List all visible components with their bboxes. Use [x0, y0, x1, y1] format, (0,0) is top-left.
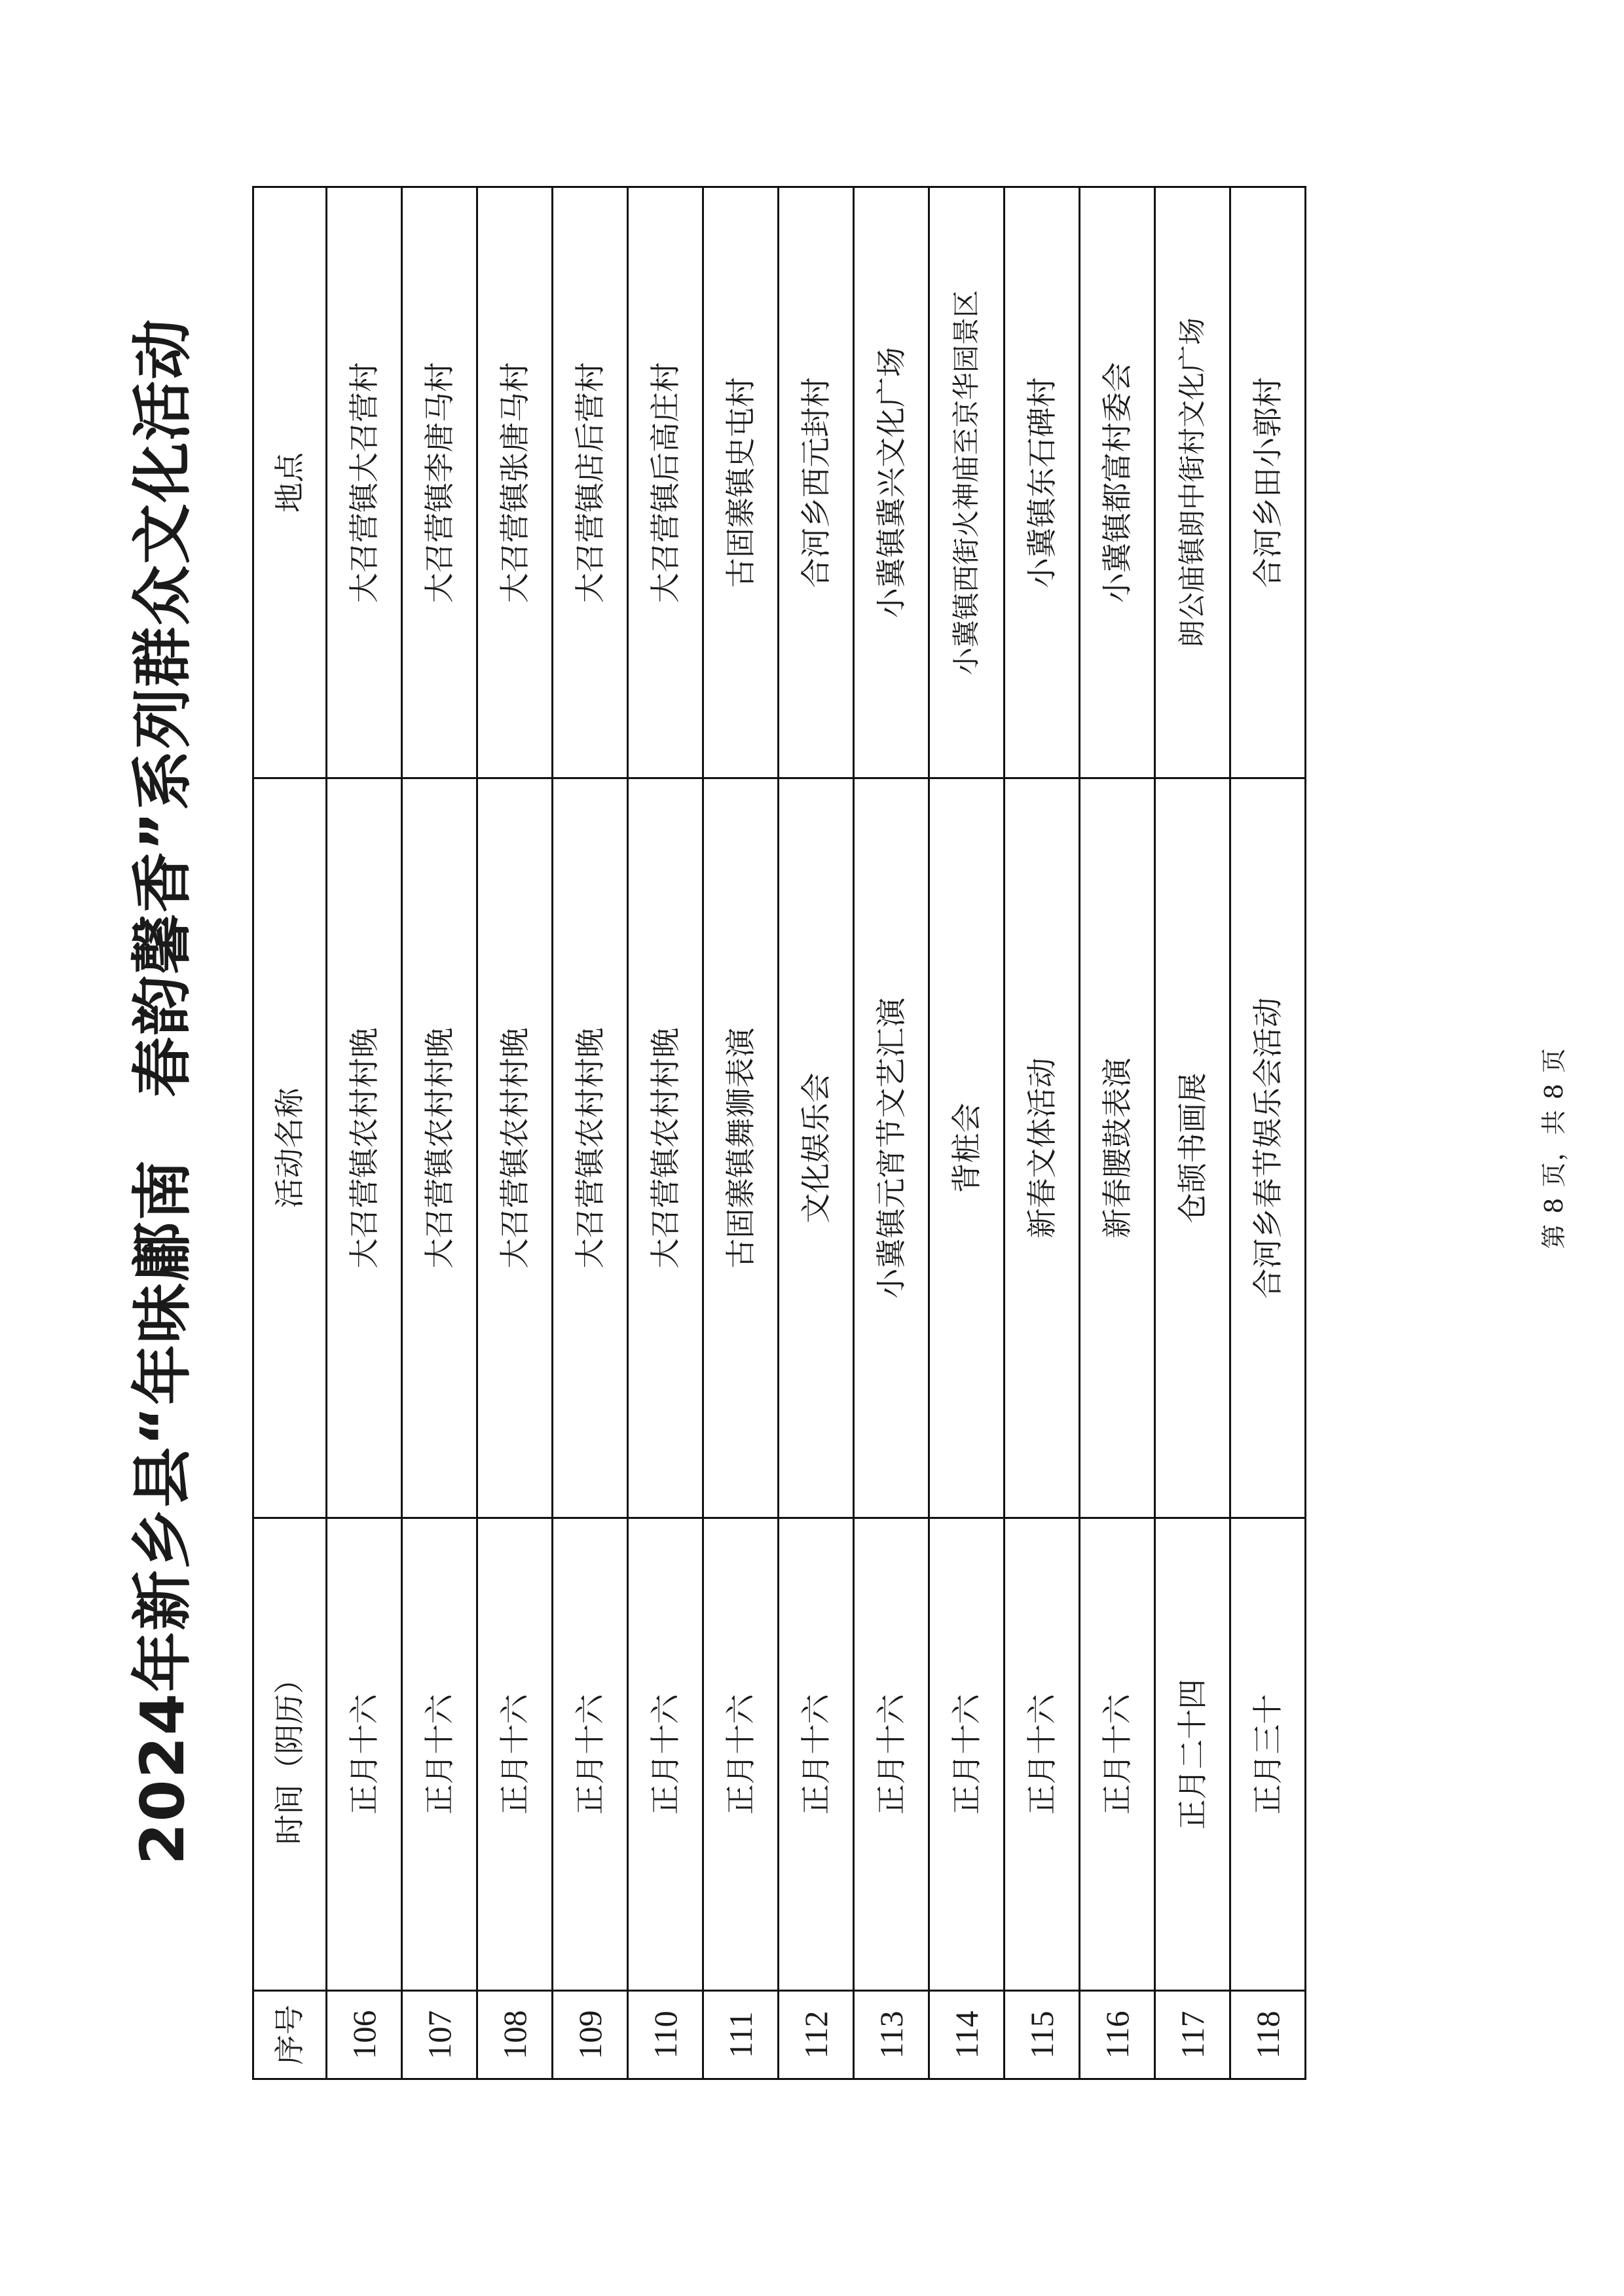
- header-activity: 活动名称: [253, 778, 327, 1518]
- cell-activity: 大召营镇农村村晚: [628, 778, 703, 1518]
- cell-time: 正月十六: [327, 1518, 402, 1991]
- cell-location: 大召营镇店后营村: [553, 187, 628, 778]
- cell-location: 小冀镇都富村委会: [1080, 187, 1155, 778]
- cell-no: 108: [477, 1991, 553, 2079]
- header-time: 时间（阴历）: [253, 1518, 327, 1991]
- cell-location: 古固寨镇史屯村: [703, 187, 779, 778]
- cell-time: 正月十六: [854, 1518, 929, 1991]
- cell-no: 117: [1155, 1991, 1230, 2079]
- header-location: 地点: [253, 187, 327, 778]
- header-no: 序号: [253, 1991, 327, 2079]
- cell-location: 大召营镇大召营村: [327, 187, 402, 778]
- cell-time: 正月十六: [628, 1518, 703, 1991]
- cell-location: 合河乡田小郭村: [1230, 187, 1306, 778]
- table-row: [553, 187, 628, 2079]
- cell-activity: 新春文体活动: [1005, 778, 1080, 1518]
- cell-no: 106: [327, 1991, 402, 2079]
- table-row: [477, 187, 553, 2079]
- cell-activity: 大召营镇农村村晚: [553, 778, 628, 1518]
- cell-location: 朗公庙镇朗中街村文化广场: [1155, 187, 1230, 778]
- cell-activity: 大召营镇农村村晚: [402, 778, 477, 1518]
- document-title: 2024年新乡县“年味鄘南 春韵馨香”系列群众文化活动: [128, 318, 198, 1865]
- cell-no: 112: [779, 1991, 854, 2079]
- table-row: [929, 187, 1005, 2079]
- cell-no: 107: [402, 1991, 477, 2079]
- cell-time: 正月十六: [703, 1518, 779, 1991]
- cell-no: 116: [1080, 1991, 1155, 2079]
- table-row: [1005, 187, 1080, 2079]
- cell-activity: 大召营镇农村村晚: [477, 778, 553, 1518]
- cell-location: 小冀镇东石碑村: [1005, 187, 1080, 778]
- cell-time: 正月十六: [929, 1518, 1005, 1991]
- cell-activity: 合河乡春节娱乐会活动: [1230, 778, 1306, 1518]
- cell-activity: 仓颉书画展: [1155, 778, 1230, 1518]
- table-row: [703, 187, 779, 2079]
- table-row: [327, 187, 402, 2079]
- table-body: [327, 187, 1306, 2079]
- cell-location: 大召营镇后高庄村: [628, 187, 703, 778]
- cell-location: 小冀镇西街火神庙至京华园景区: [929, 187, 1005, 778]
- table-row: [402, 187, 477, 2079]
- cell-no: 114: [929, 1991, 1005, 2079]
- cell-activity: 古固寨镇舞狮表演: [703, 778, 779, 1518]
- cell-time: 正月十六: [477, 1518, 553, 1991]
- cell-no: 115: [1005, 1991, 1080, 2079]
- table-header-row: [253, 187, 327, 2079]
- cell-location: 大召营镇李唐马村: [402, 187, 477, 778]
- cell-activity: 新春腰鼓表演: [1080, 778, 1155, 1518]
- cell-activity: 背桩会: [929, 778, 1005, 1518]
- cell-time: 正月十六: [553, 1518, 628, 1991]
- cell-activity: 大召营镇农村村晚: [327, 778, 402, 1518]
- table-row: [1230, 187, 1306, 2079]
- cell-location: 合河乡西元封村: [779, 187, 854, 778]
- cell-time: 正月二十四: [1155, 1518, 1230, 1991]
- cell-activity: 小冀镇元宵节文艺汇演: [854, 778, 929, 1518]
- cell-no: 113: [854, 1991, 929, 2079]
- cell-time: 正月十六: [1005, 1518, 1080, 1991]
- cell-time: 正月十六: [402, 1518, 477, 1991]
- cell-time: 正月十六: [779, 1518, 854, 1991]
- cell-no: 110: [628, 1991, 703, 2079]
- cell-location: 大召营镇张唐马村: [477, 187, 553, 778]
- table-row: [1155, 187, 1230, 2079]
- cell-no: 109: [553, 1991, 628, 2079]
- cell-time: 正月三十: [1230, 1518, 1306, 1991]
- cell-time: 正月十六: [1080, 1518, 1155, 1991]
- cell-location: 小冀镇冀兴文化广场: [854, 187, 929, 778]
- table-row: [1080, 187, 1155, 2079]
- cell-activity: 文化娱乐会: [779, 778, 854, 1518]
- activity-table: [252, 186, 1306, 2080]
- cell-no: 111: [703, 1991, 779, 2079]
- table-row: [628, 187, 703, 2079]
- cell-no: 118: [1230, 1991, 1306, 2079]
- table-row: [854, 187, 929, 2079]
- table-row: [779, 187, 854, 2079]
- page-number: 第 8 页，共 8 页: [1540, 1047, 1568, 1249]
